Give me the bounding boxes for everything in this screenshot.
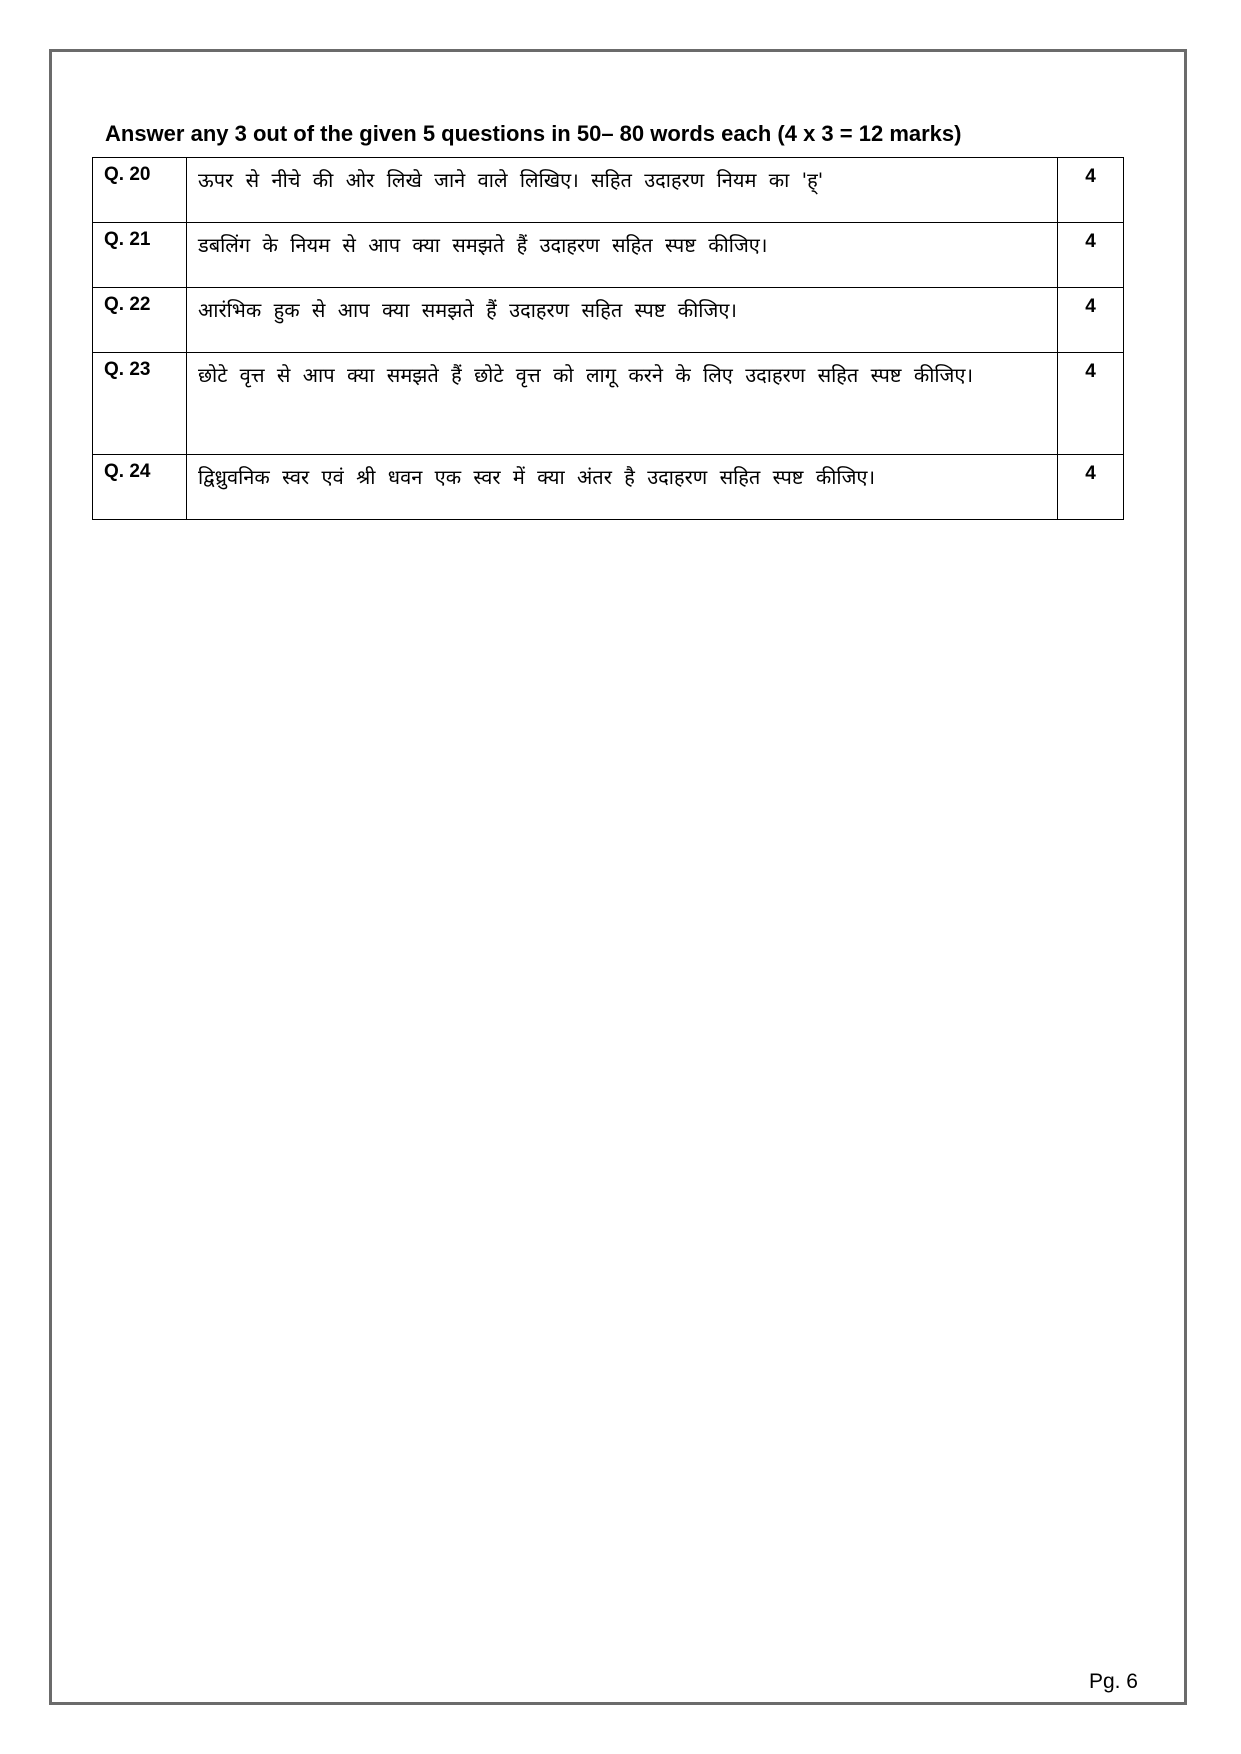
question-marks: 4 [1058,353,1124,455]
table-row [93,455,1124,520]
questions-table [92,157,1124,520]
question-number: Q. 22 [93,288,187,353]
question-marks: 4 [1058,158,1124,223]
table-row [93,288,1124,353]
question-text: ऊपर से नीचे की ओर लिखे जाने वाले लिखिए। सहित उदाहरण नियम का 'ह्' [187,158,1058,223]
question-text: द्विध्रुवनिक स्वर एवं श्री धवन एक स्वर में क्या अंतर है उदाहरण सहित स्पष्ट कीजिए। [187,455,1058,520]
question-number: Q. 20 [93,158,187,223]
question-marks: 4 [1058,455,1124,520]
question-marks: 4 [1058,223,1124,288]
section-heading: Answer any 3 out of the given 5 questions in 50– 80 words each (4 x 3 = 12 marks) [105,121,962,146]
table-row [93,353,1124,455]
table-row [93,223,1124,288]
question-text: डबलिंग के नियम से आप क्या समझते हैं उदाहरण सहित स्पष्ट कीजिए। [187,223,1058,288]
table-row [93,158,1124,223]
question-text: आरंभिक हुक से आप क्या समझते हैं उदाहरण सहित स्पष्ट कीजिए। [187,288,1058,353]
page-number: Pg. 6 [1088,1670,1138,1693]
question-marks: 4 [1058,288,1124,353]
question-number: Q. 21 [93,223,187,288]
question-number: Q. 23 [93,353,187,455]
question-text: छोटे वृत्त से आप क्या समझते हैं छोटे वृत्त को लागू करने के लिए उदाहरण सहित स्पष्ट कीजिए। [187,353,1058,455]
question-number: Q. 24 [93,455,187,520]
